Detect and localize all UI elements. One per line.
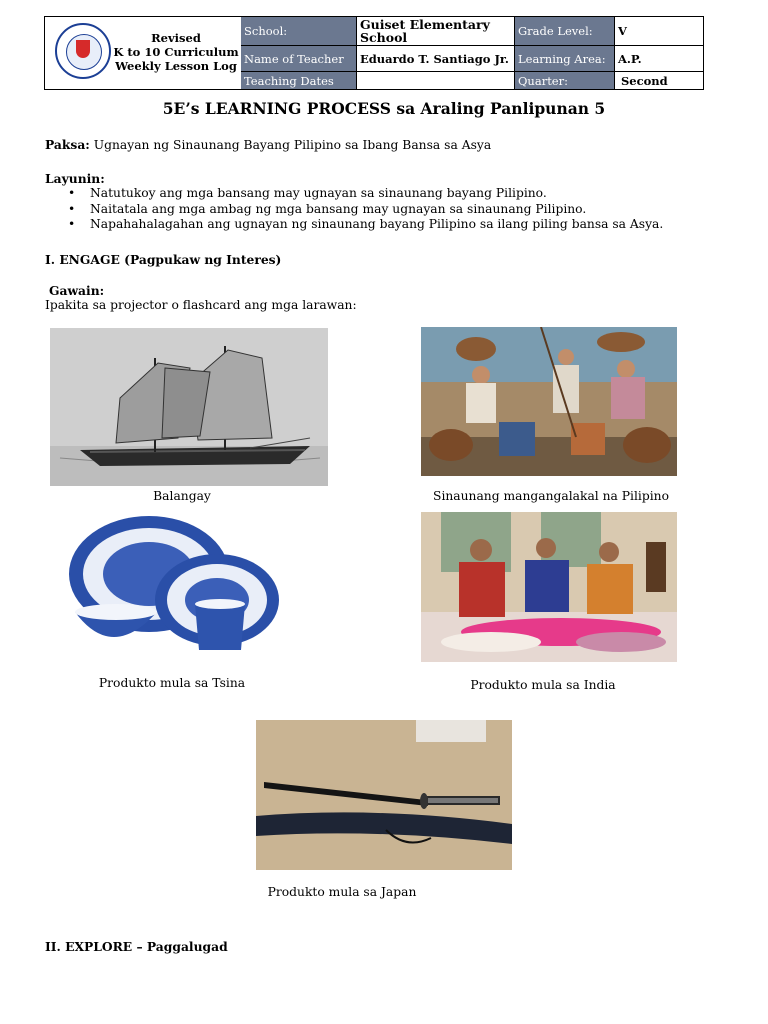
engage-heading: I. ENGAGE (Pagpukaw ng Interes) — [45, 252, 282, 267]
school-value: Guiset Elementary School — [357, 17, 515, 46]
header-table — [44, 16, 704, 90]
log-title: Revised K to 10 Curriculum Weekly Lesson Log — [113, 31, 239, 73]
paksa-label: Paksa: — [45, 137, 90, 152]
japan-katana-image — [256, 720, 512, 870]
caption-india: Produkto mula sa India — [470, 678, 616, 692]
engage-instruction: Ipakita sa projector o flashcard ang mga larawan: — [45, 298, 357, 312]
list-item: • Naitatala ang mga ambag ng mga bansang may ugnayan sa sinaunang Pilipino. — [68, 202, 663, 218]
learning-area-label: Learning Area: — [515, 46, 615, 72]
caption-japan: Produkto mula sa Japan — [267, 885, 417, 899]
paksa-line — [45, 137, 491, 152]
explore-heading: II. EXPLORE – Paggalugad — [45, 939, 228, 954]
teacher-value: Eduardo T. Santiago Jr. — [357, 46, 515, 72]
balangay-image — [50, 328, 328, 486]
list-item: • Natutukoy ang mga bansang may ugnayan sa sinaunang bayang Pilipino. — [68, 186, 663, 202]
caption-balangay: Balangay — [153, 489, 211, 503]
paksa-text: Ugnayan ng Sinaunang Bayang Pilipino sa Ibang Bansa sa Asya — [93, 138, 492, 152]
learning-area-value: A.P. — [615, 46, 703, 72]
deped-seal-icon — [55, 23, 111, 79]
school-label: School: — [241, 17, 357, 46]
list-item: • Napahahalagahan ang ugnayan ng sinaunang bayang Pilipino sa ilang piling bansa sa Asya. — [68, 217, 663, 233]
teaching-dates-value — [357, 72, 515, 89]
chinese-porcelain-image — [67, 512, 282, 662]
quarter-label: Quarter: — [515, 72, 615, 89]
grade-level-label: Grade Level: — [515, 17, 615, 46]
caption-traders: Sinaunang mangangalakal na Pilipino — [433, 489, 669, 503]
quarter-value: Second — [615, 72, 703, 89]
page-title: 5E’s LEARNING PROCESS sa Araling Panlipunan 5 — [162, 99, 606, 118]
caption-tsina: Produkto mula sa Tsina — [98, 676, 246, 690]
grade-level-value: V — [615, 17, 703, 46]
teacher-label: Name of Teacher — [241, 46, 357, 72]
india-products-image — [421, 512, 677, 662]
layunin-label: Layunin: — [45, 171, 105, 186]
logo-cell — [45, 17, 242, 89]
traders-image — [421, 327, 677, 476]
teaching-dates-label: Teaching Dates — [241, 72, 357, 89]
objectives-list — [68, 186, 663, 233]
gawain-label: Gawain: — [49, 283, 105, 298]
